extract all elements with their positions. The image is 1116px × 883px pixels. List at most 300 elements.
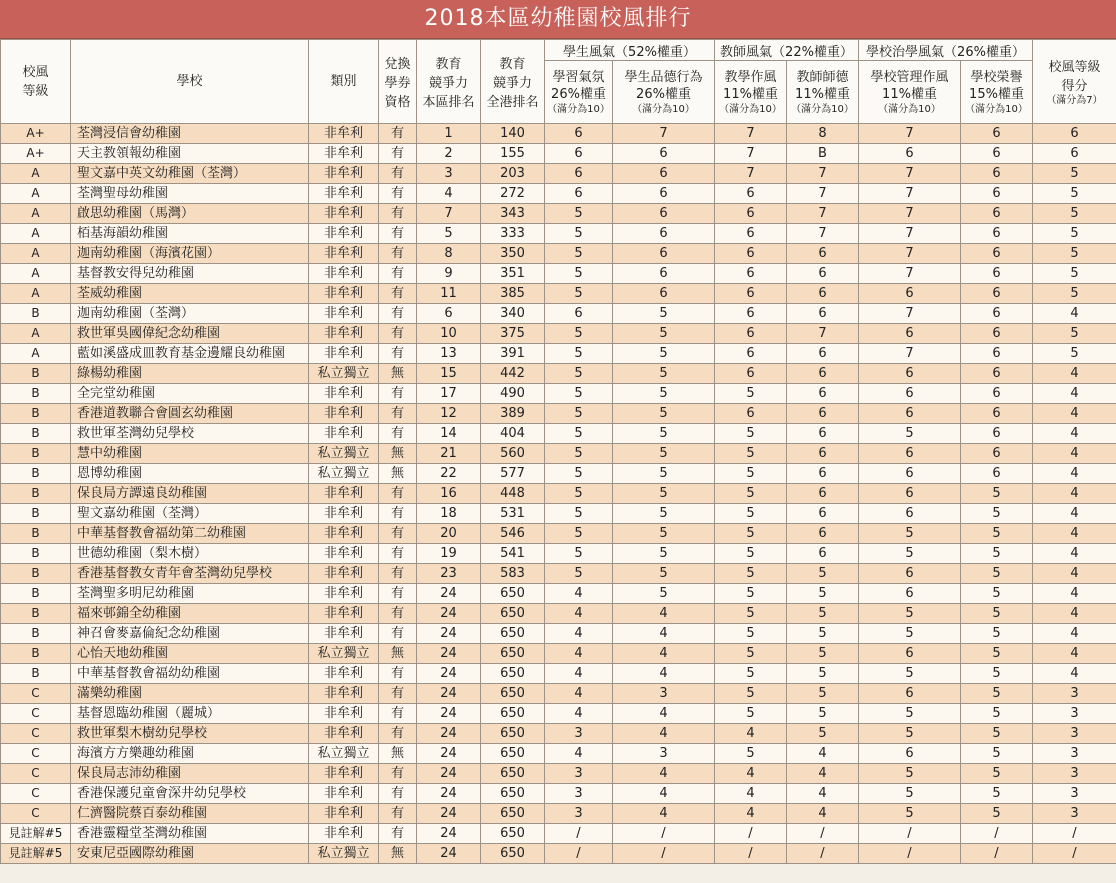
grade-cell: C [1, 784, 71, 804]
voucher-cell: 有 [379, 604, 417, 624]
type-cell: 非牟利 [309, 824, 379, 844]
school-cell: 迦南幼稚園（荃灣） [71, 304, 309, 324]
table-row [1, 524, 1116, 544]
table-row [1, 504, 1116, 524]
table-row [1, 804, 1116, 824]
mgmt-score-cell: 5 [859, 544, 961, 564]
voucher-cell: 有 [379, 284, 417, 304]
rank-hk-cell: 650 [481, 784, 545, 804]
conduct-score-cell: / [613, 844, 715, 864]
rank-district-cell: 2 [417, 144, 481, 164]
school-cell: 恩博幼稚園 [71, 464, 309, 484]
header-rank-hk: 教育 競爭力 全港排名 [481, 40, 545, 124]
grade-cell: B [1, 384, 71, 404]
conduct-score-cell: 5 [613, 484, 715, 504]
rank-district-cell: 24 [417, 764, 481, 784]
rank-district-cell: 10 [417, 324, 481, 344]
voucher-cell: 無 [379, 444, 417, 464]
voucher-cell: 有 [379, 324, 417, 344]
conduct-score-cell: 6 [613, 284, 715, 304]
overall-score-cell: 4 [1033, 624, 1116, 644]
overall-score-cell: 3 [1033, 684, 1116, 704]
learning-score-cell: 5 [545, 424, 613, 444]
ethics-score-cell: 5 [787, 604, 859, 624]
school-cell: 中華基督教會福幼幼稚園 [71, 664, 309, 684]
teaching-score-cell: 5 [715, 664, 787, 684]
school-cell: 救世軍吳國偉紀念幼稚園 [71, 324, 309, 344]
teaching-score-cell: 5 [715, 384, 787, 404]
teaching-score-cell: 4 [715, 784, 787, 804]
type-cell: 非牟利 [309, 604, 379, 624]
learning-score-cell: 6 [545, 124, 613, 144]
table-row [1, 664, 1116, 684]
overall-score-cell: 4 [1033, 604, 1116, 624]
teaching-score-cell: 6 [715, 364, 787, 384]
ethics-score-cell: 7 [787, 204, 859, 224]
mgmt-score-cell: 7 [859, 124, 961, 144]
rank-district-cell: 4 [417, 184, 481, 204]
table-header [1, 40, 1116, 124]
mgmt-score-cell: 6 [859, 404, 961, 424]
overall-score-cell: 4 [1033, 504, 1116, 524]
school-cell: 荃灣聖多明尼幼稚園 [71, 584, 309, 604]
rank-district-cell: 19 [417, 544, 481, 564]
overall-score-cell: 4 [1033, 364, 1116, 384]
grade-cell: B [1, 644, 71, 664]
honour-score-cell: 5 [961, 524, 1033, 544]
rank-hk-cell: 650 [481, 804, 545, 824]
teaching-score-cell: 6 [715, 184, 787, 204]
type-cell: 非牟利 [309, 684, 379, 704]
mgmt-score-cell: / [859, 824, 961, 844]
grade-cell: 見註解#5 [1, 844, 71, 864]
honour-score-cell: 5 [961, 704, 1033, 724]
learning-score-cell: 6 [545, 164, 613, 184]
ethics-score-cell: 5 [787, 724, 859, 744]
mgmt-score-cell: 6 [859, 464, 961, 484]
header-mgmt: 學校管理作風 11%權重 （滿分為10） [859, 61, 961, 124]
conduct-score-cell: 5 [613, 444, 715, 464]
conduct-score-cell: 4 [613, 764, 715, 784]
grade-cell: B [1, 364, 71, 384]
school-cell: 福來邨錦全幼稚園 [71, 604, 309, 624]
rank-hk-cell: 448 [481, 484, 545, 504]
teaching-score-cell: 5 [715, 544, 787, 564]
table-row [1, 284, 1116, 304]
honour-score-cell: 5 [961, 664, 1033, 684]
table-row [1, 824, 1116, 844]
conduct-score-cell: 6 [613, 144, 715, 164]
conduct-score-cell: 3 [613, 744, 715, 764]
school-cell: 藍如溪盛成皿教育基金邊耀良幼稚園 [71, 344, 309, 364]
teaching-score-cell: 4 [715, 724, 787, 744]
ethics-score-cell: 6 [787, 484, 859, 504]
ethics-score-cell: 6 [787, 344, 859, 364]
honour-score-cell: 6 [961, 324, 1033, 344]
type-cell: 非牟利 [309, 204, 379, 224]
conduct-score-cell: 4 [613, 664, 715, 684]
conduct-score-cell: 3 [613, 684, 715, 704]
conduct-score-cell: 6 [613, 244, 715, 264]
grade-cell: A [1, 184, 71, 204]
header-learning: 學習氣氛 26%權重 （滿分為10） [545, 61, 613, 124]
conduct-score-cell: 6 [613, 184, 715, 204]
ethics-score-cell: 5 [787, 644, 859, 664]
header-type: 類別 [309, 40, 379, 124]
header-school: 學校 [71, 40, 309, 124]
school-cell: 綠楊幼稚園 [71, 364, 309, 384]
teaching-score-cell: 5 [715, 624, 787, 644]
table-row [1, 244, 1116, 264]
learning-score-cell: 5 [545, 244, 613, 264]
overall-score-cell: 6 [1033, 124, 1116, 144]
teaching-score-cell: / [715, 844, 787, 864]
overall-score-cell: 4 [1033, 304, 1116, 324]
rank-hk-cell: 650 [481, 604, 545, 624]
teaching-score-cell: 5 [715, 484, 787, 504]
learning-score-cell: 6 [545, 144, 613, 164]
type-cell: 私立獨立 [309, 364, 379, 384]
ethics-score-cell: 4 [787, 744, 859, 764]
type-cell: 非牟利 [309, 724, 379, 744]
school-cell: 香港靈糧堂荃灣幼稚園 [71, 824, 309, 844]
grade-cell: A+ [1, 124, 71, 144]
grade-cell: A [1, 344, 71, 364]
rank-district-cell: 21 [417, 444, 481, 464]
teaching-score-cell: 7 [715, 144, 787, 164]
school-cell: 荃威幼稚園 [71, 284, 309, 304]
overall-score-cell: 6 [1033, 144, 1116, 164]
ethics-score-cell: 6 [787, 264, 859, 284]
mgmt-score-cell: 6 [859, 744, 961, 764]
ethics-score-cell: 6 [787, 424, 859, 444]
ethics-score-cell: / [787, 824, 859, 844]
teaching-score-cell: 5 [715, 444, 787, 464]
overall-score-cell: 4 [1033, 664, 1116, 684]
teaching-score-cell: 5 [715, 524, 787, 544]
teaching-score-cell: 5 [715, 604, 787, 624]
grade-cell: A [1, 164, 71, 184]
rank-district-cell: 13 [417, 344, 481, 364]
overall-score-cell: 5 [1033, 164, 1116, 184]
conduct-score-cell: 4 [613, 784, 715, 804]
school-cell: 神召會麥嘉倫紀念幼稚園 [71, 624, 309, 644]
table-row [1, 164, 1116, 184]
teaching-score-cell: 5 [715, 644, 787, 664]
voucher-cell: 有 [379, 704, 417, 724]
grade-cell: A [1, 224, 71, 244]
honour-score-cell: 5 [961, 544, 1033, 564]
grade-cell: B [1, 524, 71, 544]
rank-district-cell: 11 [417, 284, 481, 304]
overall-score-cell: 4 [1033, 524, 1116, 544]
voucher-cell: 有 [379, 404, 417, 424]
school-cell: 中華基督教會福幼第二幼稚園 [71, 524, 309, 544]
rank-district-cell: 12 [417, 404, 481, 424]
rank-district-cell: 16 [417, 484, 481, 504]
learning-score-cell: 5 [545, 564, 613, 584]
overall-score-cell: 3 [1033, 744, 1116, 764]
rank-hk-cell: 350 [481, 244, 545, 264]
learning-score-cell: 5 [545, 324, 613, 344]
rank-district-cell: 20 [417, 524, 481, 544]
teaching-score-cell: 6 [715, 284, 787, 304]
voucher-cell: 有 [379, 624, 417, 644]
mgmt-score-cell: 5 [859, 724, 961, 744]
voucher-cell: 有 [379, 804, 417, 824]
conduct-score-cell: 4 [613, 724, 715, 744]
voucher-cell: 無 [379, 464, 417, 484]
conduct-score-cell: 5 [613, 324, 715, 344]
honour-score-cell: 5 [961, 784, 1033, 804]
school-cell: 基督恩臨幼稚園（麗城） [71, 704, 309, 724]
school-cell: 荃灣聖母幼稚園 [71, 184, 309, 204]
overall-score-cell: 4 [1033, 464, 1116, 484]
teaching-score-cell: 5 [715, 564, 787, 584]
rank-hk-cell: 583 [481, 564, 545, 584]
rank-district-cell: 24 [417, 844, 481, 864]
table-row [1, 704, 1116, 724]
rank-district-cell: 24 [417, 644, 481, 664]
table-row [1, 124, 1116, 144]
grade-cell: B [1, 664, 71, 684]
table-row [1, 304, 1116, 324]
ethics-score-cell: 5 [787, 564, 859, 584]
conduct-score-cell: 5 [613, 524, 715, 544]
mgmt-score-cell: 6 [859, 444, 961, 464]
teaching-score-cell: 5 [715, 704, 787, 724]
rank-hk-cell: 650 [481, 684, 545, 704]
type-cell: 非牟利 [309, 144, 379, 164]
learning-score-cell: 3 [545, 804, 613, 824]
mgmt-score-cell: 6 [859, 684, 961, 704]
voucher-cell: 有 [379, 564, 417, 584]
ethics-score-cell: 6 [787, 244, 859, 264]
mgmt-score-cell: 7 [859, 184, 961, 204]
conduct-score-cell: / [613, 824, 715, 844]
conduct-score-cell: 5 [613, 364, 715, 384]
grade-cell: B [1, 504, 71, 524]
mgmt-score-cell: 7 [859, 264, 961, 284]
rank-hk-cell: 385 [481, 284, 545, 304]
honour-score-cell: 6 [961, 304, 1033, 324]
conduct-score-cell: 4 [613, 604, 715, 624]
type-cell: 非牟利 [309, 544, 379, 564]
ethics-score-cell: 7 [787, 164, 859, 184]
voucher-cell: 有 [379, 184, 417, 204]
rank-district-cell: 24 [417, 664, 481, 684]
ethics-score-cell: 6 [787, 364, 859, 384]
conduct-score-cell: 4 [613, 804, 715, 824]
mgmt-score-cell: 5 [859, 424, 961, 444]
school-cell: 保良局志沛幼稚園 [71, 764, 309, 784]
mgmt-score-cell: 5 [859, 524, 961, 544]
teaching-score-cell: 5 [715, 584, 787, 604]
overall-score-cell: 5 [1033, 244, 1116, 264]
overall-score-cell: 4 [1033, 484, 1116, 504]
voucher-cell: 有 [379, 224, 417, 244]
honour-score-cell: 6 [961, 284, 1033, 304]
rank-district-cell: 24 [417, 804, 481, 824]
rank-hk-cell: 442 [481, 364, 545, 384]
type-cell: 非牟利 [309, 404, 379, 424]
overall-score-cell: 4 [1033, 444, 1116, 464]
voucher-cell: 有 [379, 144, 417, 164]
rank-district-cell: 24 [417, 604, 481, 624]
mgmt-score-cell: 5 [859, 804, 961, 824]
mgmt-score-cell: 6 [859, 644, 961, 664]
grade-cell: C [1, 804, 71, 824]
learning-score-cell: 4 [545, 584, 613, 604]
conduct-score-cell: 6 [613, 264, 715, 284]
overall-score-cell: / [1033, 824, 1116, 844]
conduct-score-cell: 6 [613, 224, 715, 244]
type-cell: 非牟利 [309, 784, 379, 804]
learning-score-cell: 3 [545, 724, 613, 744]
header-conduct: 學生品德行為 26%權重 （滿分為10） [613, 61, 715, 124]
rank-district-cell: 18 [417, 504, 481, 524]
ranking-table [0, 39, 1116, 864]
ethics-score-cell: 7 [787, 324, 859, 344]
teaching-score-cell: 6 [715, 204, 787, 224]
table-row [1, 844, 1116, 864]
rank-hk-cell: 203 [481, 164, 545, 184]
type-cell: 非牟利 [309, 184, 379, 204]
rank-hk-cell: 577 [481, 464, 545, 484]
table-row [1, 464, 1116, 484]
conduct-score-cell: 5 [613, 384, 715, 404]
honour-score-cell: 6 [961, 184, 1033, 204]
school-cell: 香港保護兒童會深井幼兒學校 [71, 784, 309, 804]
type-cell: 非牟利 [309, 504, 379, 524]
teaching-score-cell: 5 [715, 424, 787, 444]
rank-district-cell: 22 [417, 464, 481, 484]
voucher-cell: 有 [379, 544, 417, 564]
overall-score-cell: 3 [1033, 724, 1116, 744]
learning-score-cell: 3 [545, 764, 613, 784]
honour-score-cell: 6 [961, 464, 1033, 484]
voucher-cell: 有 [379, 784, 417, 804]
voucher-cell: 有 [379, 204, 417, 224]
voucher-cell: 有 [379, 344, 417, 364]
type-cell: 非牟利 [309, 344, 379, 364]
overall-score-cell: 5 [1033, 184, 1116, 204]
teaching-score-cell: 6 [715, 324, 787, 344]
rank-district-cell: 24 [417, 584, 481, 604]
conduct-score-cell: 5 [613, 584, 715, 604]
honour-score-cell: 5 [961, 564, 1033, 584]
voucher-cell: 有 [379, 664, 417, 684]
table-row [1, 224, 1116, 244]
rank-district-cell: 24 [417, 704, 481, 724]
grade-cell: A+ [1, 144, 71, 164]
honour-score-cell: 6 [961, 424, 1033, 444]
mgmt-score-cell: 6 [859, 284, 961, 304]
type-cell: 非牟利 [309, 624, 379, 644]
mgmt-score-cell: 6 [859, 384, 961, 404]
table-row [1, 204, 1116, 224]
honour-score-cell: 6 [961, 144, 1033, 164]
learning-score-cell: 5 [545, 464, 613, 484]
learning-score-cell: 4 [545, 624, 613, 644]
ethics-score-cell: 7 [787, 224, 859, 244]
honour-score-cell: 6 [961, 384, 1033, 404]
rank-hk-cell: 546 [481, 524, 545, 544]
learning-score-cell: 5 [545, 504, 613, 524]
conduct-score-cell: 5 [613, 404, 715, 424]
ethics-score-cell: 6 [787, 284, 859, 304]
rank-district-cell: 24 [417, 684, 481, 704]
mgmt-score-cell: 5 [859, 784, 961, 804]
voucher-cell: 無 [379, 644, 417, 664]
header-group-admin: 學校治學風氣（26%權重） [859, 40, 1033, 61]
table-row [1, 344, 1116, 364]
grade-cell: C [1, 744, 71, 764]
voucher-cell: 無 [379, 844, 417, 864]
grade-cell: B [1, 544, 71, 564]
mgmt-score-cell: 7 [859, 304, 961, 324]
teaching-score-cell: 6 [715, 224, 787, 244]
rank-hk-cell: 531 [481, 504, 545, 524]
type-cell: 非牟利 [309, 244, 379, 264]
conduct-score-cell: 5 [613, 544, 715, 564]
grade-cell: C [1, 764, 71, 784]
header-ethics: 教師師德 11%權重 （滿分為10） [787, 61, 859, 124]
teaching-score-cell: 5 [715, 504, 787, 524]
mgmt-score-cell: 6 [859, 484, 961, 504]
rank-district-cell: 7 [417, 204, 481, 224]
ethics-score-cell: 6 [787, 304, 859, 324]
rank-district-cell: 23 [417, 564, 481, 584]
table-row [1, 444, 1116, 464]
table-row [1, 644, 1116, 664]
rank-hk-cell: 650 [481, 664, 545, 684]
learning-score-cell: 5 [545, 224, 613, 244]
conduct-score-cell: 5 [613, 464, 715, 484]
learning-score-cell: / [545, 844, 613, 864]
type-cell: 非牟利 [309, 704, 379, 724]
school-cell: 天主教領報幼稚園 [71, 144, 309, 164]
ethics-score-cell: 4 [787, 784, 859, 804]
teaching-score-cell: 7 [715, 124, 787, 144]
grade-cell: A [1, 264, 71, 284]
voucher-cell: 有 [379, 484, 417, 504]
learning-score-cell: 5 [545, 524, 613, 544]
learning-score-cell: 5 [545, 384, 613, 404]
voucher-cell: 有 [379, 504, 417, 524]
table-row [1, 384, 1116, 404]
rank-hk-cell: 541 [481, 544, 545, 564]
learning-score-cell: / [545, 824, 613, 844]
honour-score-cell: 6 [961, 444, 1033, 464]
overall-score-cell: 4 [1033, 644, 1116, 664]
honour-score-cell: 6 [961, 364, 1033, 384]
table-row [1, 184, 1116, 204]
conduct-score-cell: 4 [613, 644, 715, 664]
learning-score-cell: 4 [545, 684, 613, 704]
overall-score-cell: 4 [1033, 564, 1116, 584]
conduct-score-cell: 7 [613, 124, 715, 144]
honour-score-cell: 5 [961, 744, 1033, 764]
voucher-cell: 有 [379, 764, 417, 784]
header-score: 校風等級 得分 （滿分為7） [1033, 40, 1116, 124]
learning-score-cell: 5 [545, 484, 613, 504]
type-cell: 私立獨立 [309, 644, 379, 664]
table-row [1, 404, 1116, 424]
learning-score-cell: 5 [545, 204, 613, 224]
rank-district-cell: 15 [417, 364, 481, 384]
honour-score-cell: 6 [961, 404, 1033, 424]
